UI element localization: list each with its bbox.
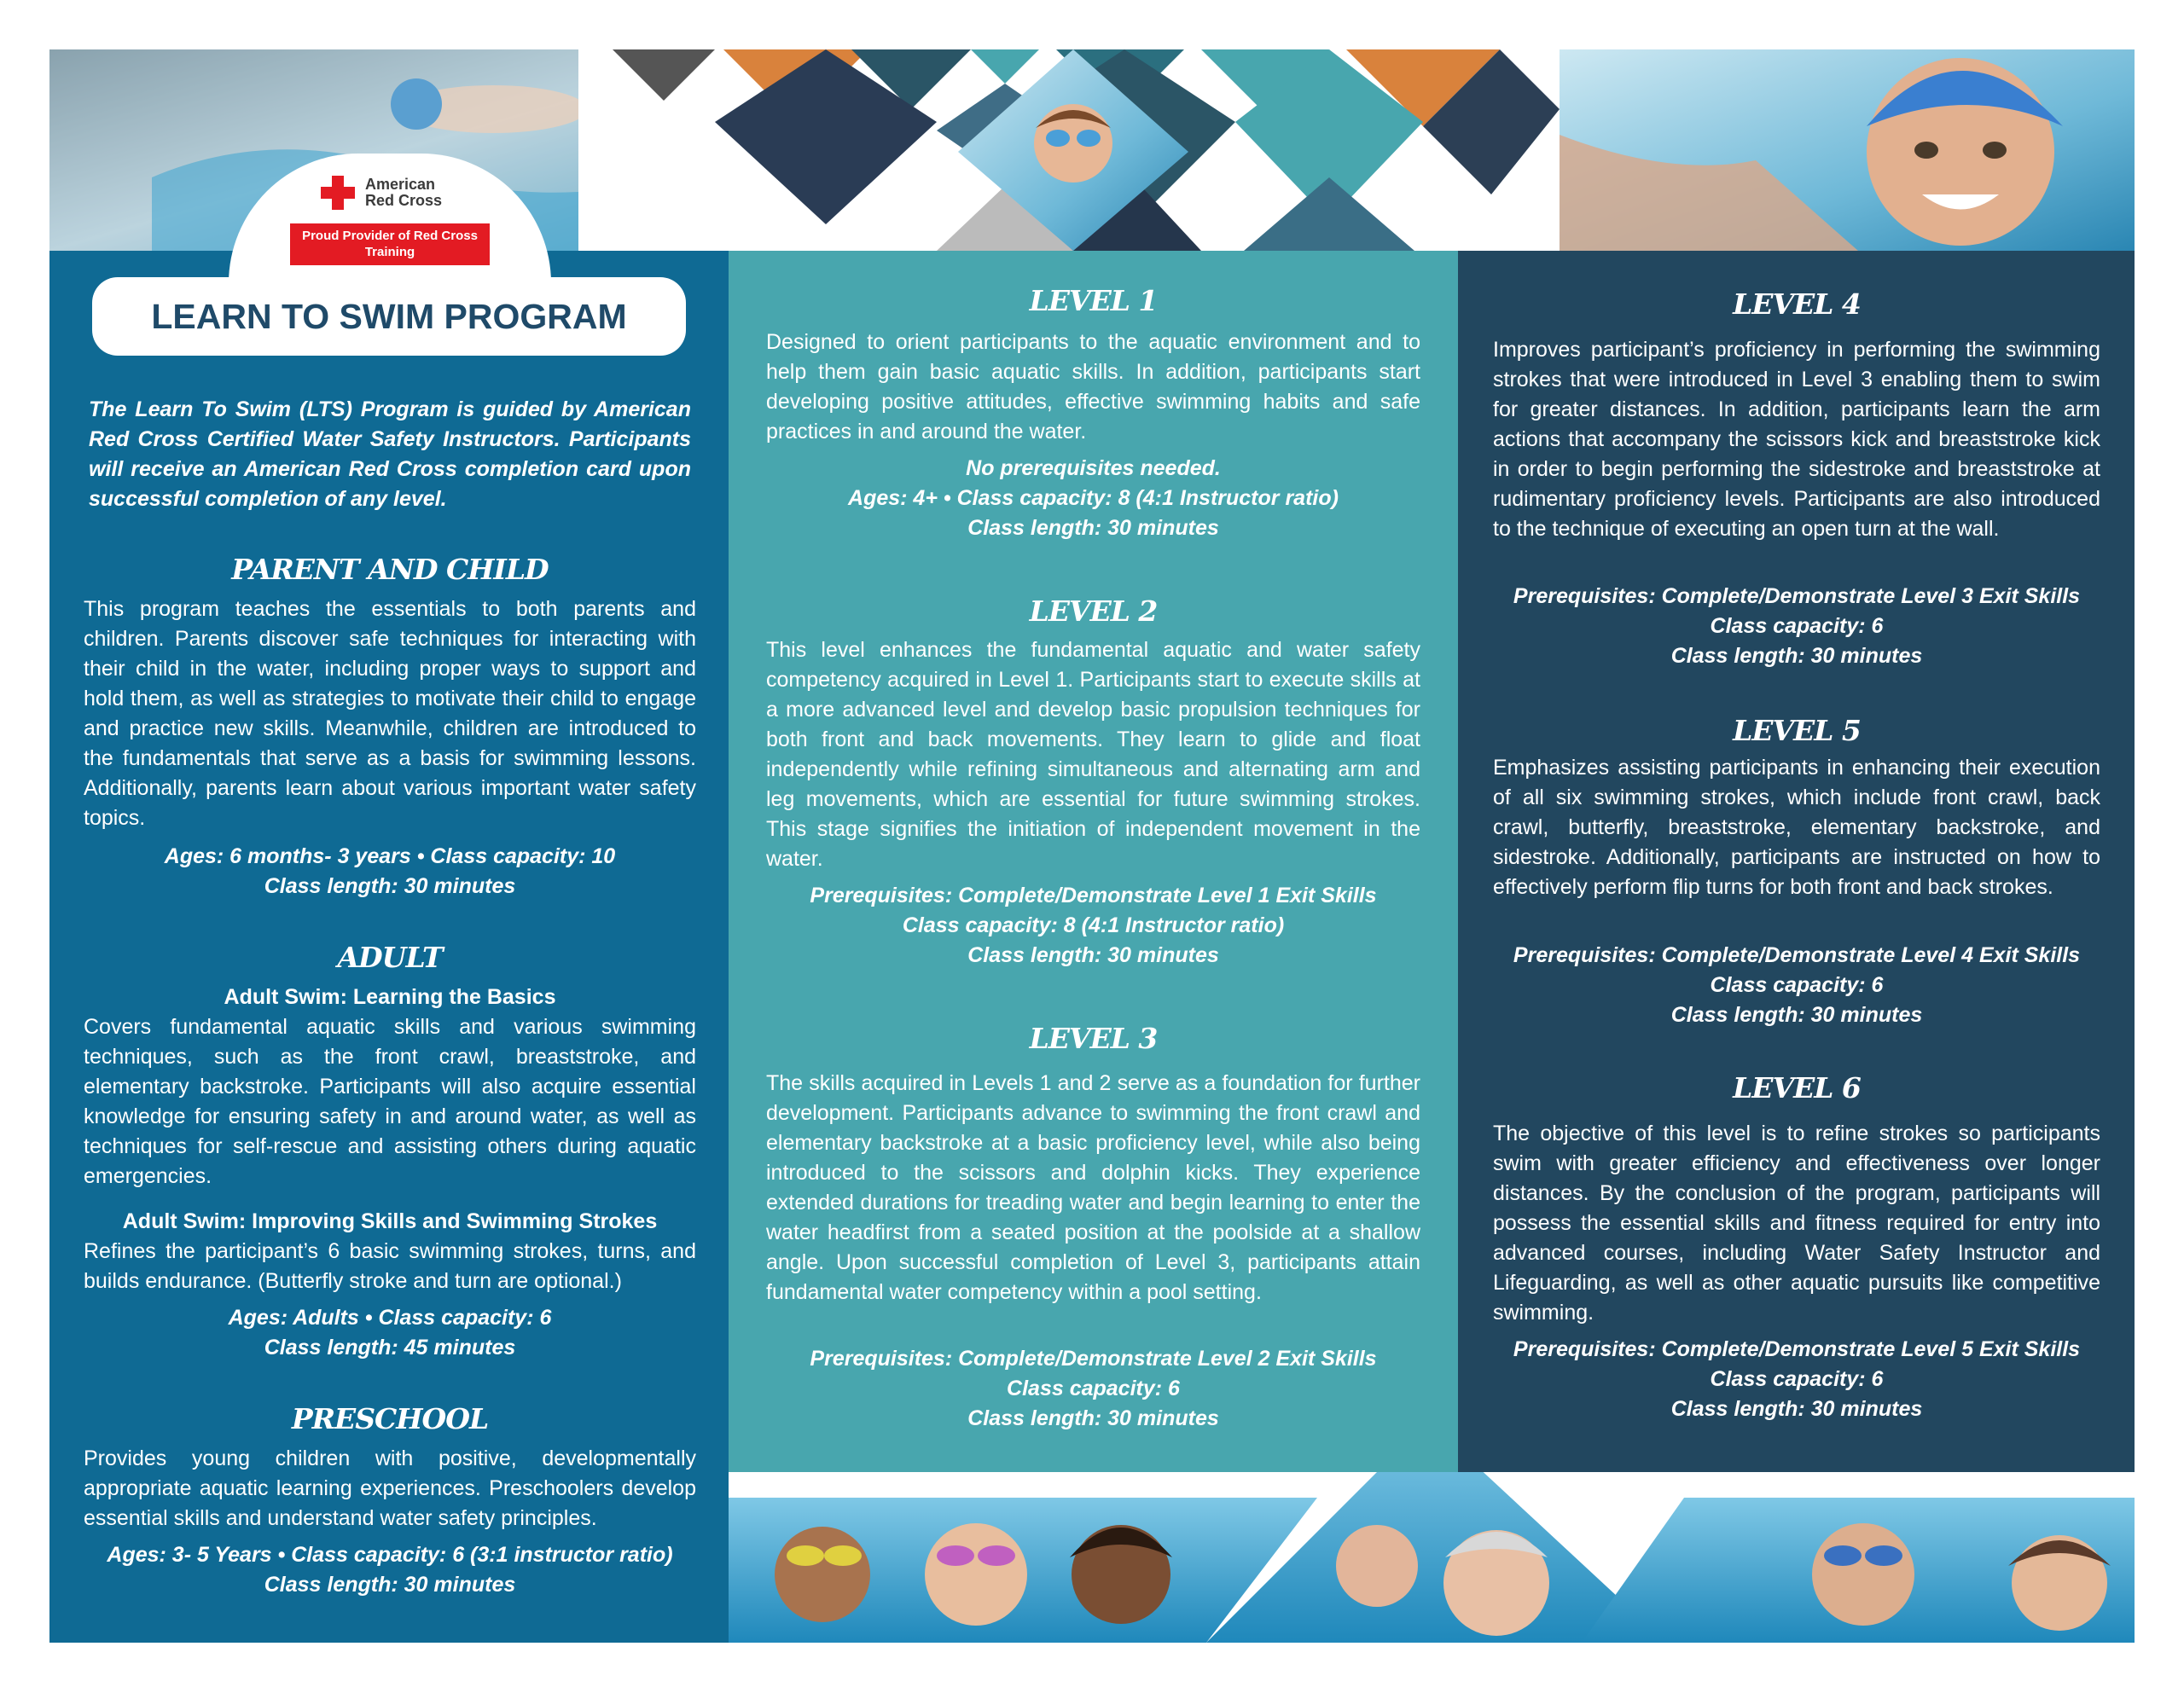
logo-tagline: Proud Provider of Red Cross Training bbox=[290, 223, 490, 265]
level-4-meta-capacity: Class capacity: 6 bbox=[1710, 614, 1884, 638]
adult-body-basics: Covers fundamental aquatic skills and various swimming techniques, such as the front crawl, breaststroke, and elementary backstroke. Participants will also acquire essential knowledge for ensuring safety in and around water, as well as techniques for self-rescue and assisting others during aquatic emergencies. bbox=[84, 1015, 696, 1188]
level-2-meta-length: Class length: 30 minutes bbox=[967, 943, 1219, 967]
level-6-heading: LEVEL 6 bbox=[1733, 1071, 1861, 1104]
parent-child-heading: PARENT AND CHILD bbox=[231, 553, 549, 586]
level-3-meta-length: Class length: 30 minutes bbox=[967, 1406, 1219, 1430]
level-6-meta-capacity: Class capacity: 6 bbox=[1710, 1367, 1884, 1391]
level-1-meta-prereq: No prerequisites needed. bbox=[966, 456, 1221, 480]
level-2-body: This level enhances the fundamental aquatic and water safety competency acquired in Level 1. Participants start to execute skills at a more advanced level and develop basic propulsion techniques for both front and back movements. They learn to glide and float independently while refining simultaneous and alternating arm and leg movements, which are essential for future swimming strokes. This stage signifies the initiation of independent movement in the water. bbox=[766, 638, 1420, 871]
page-title: LEARN TO SWIM PROGRAM bbox=[92, 277, 686, 356]
level-3-heading: LEVEL 3 bbox=[1029, 1022, 1158, 1055]
level-4-heading: LEVEL 4 bbox=[1733, 287, 1861, 321]
parent-child-body: This program teaches the essentials to both parents and children. Parents discover safe techniques for interacting with their child in the water, including proper ways to support and hold them, as well as strategies to motivate their child to engage and practice new skills. Meanwhile, children are introduced to the fundamentals that serve as a basis for swimming lessons. Additionally, parents learn about various important water safety topics. bbox=[84, 597, 696, 830]
adult-body-improving: Refines the participant’s 6 basic swimming strokes, turns, and builds endurance. (Butterfly stroke and turn are optional.) bbox=[84, 1239, 696, 1293]
level-6-meta-prereq: Prerequisites: Complete/Demonstrate Level 5 Exit Skills bbox=[1513, 1337, 2081, 1361]
level-4-meta-length: Class length: 30 minutes bbox=[1670, 644, 1923, 668]
level-6-meta-length: Class length: 30 minutes bbox=[1670, 1397, 1923, 1421]
level-2-meta-capacity: Class capacity: 8 (4:1 Instructor ratio) bbox=[902, 913, 1285, 937]
level-6-body: The objective of this level is to refine strokes so participants swim with greater efficiency and effectiveness over longer distances. By the conclusion of the program, participants will possess the essential skills and fitness required for entry into advanced courses, including Water Safety Instructor and Lifeguarding, as well as other aquatic pursuits like competitive swimming. bbox=[1493, 1122, 2100, 1325]
level-4-meta-prereq: Prerequisites: Complete/Demonstrate Level 3 Exit Skills bbox=[1513, 584, 2081, 608]
preschool-meta-length: Class length: 30 minutes bbox=[264, 1573, 516, 1597]
parent-child-meta-ages: Ages: 6 months- 3 years • Class capacity: 10 bbox=[164, 844, 616, 868]
adult-sub-improving: Adult Swim: Improving Skills and Swimming Strokes bbox=[122, 1209, 658, 1233]
level-3-meta-prereq: Prerequisites: Complete/Demonstrate Level 2 Exit Skills bbox=[810, 1347, 1377, 1371]
adult-heading: ADULT bbox=[337, 941, 443, 974]
level-3-body: The skills acquired in Levels 1 and 2 serve as a foundation for further development. Participants advance to swimming the front crawl and elementary backstroke at a basic proficiency level, while also being introduced to the scissors and dolphin kicks. They experience extended durations for treading water and begin learning to enter the water headfirst from a seated position at the poolside at a shallow angle. Upon successful completion of Level 3, participants attain fundamental water competency within a pool setting. bbox=[766, 1071, 1420, 1304]
level-2-heading: LEVEL 2 bbox=[1029, 594, 1158, 628]
level-4-body: Improves participant’s proficiency in performing the swimming strokes that were introduced in Level 3 enabling them to swim for greater distances. In addition, participants learn the arm actions that accompany the scissors kick and breaststroke kick in order to begin performing the sidestroke and breaststroke at rudimentary proficiency levels. Participants are also introduced to the technique of executing an open turn at the wall. bbox=[1493, 338, 2100, 541]
preschool-heading: PRESCHOOL bbox=[291, 1402, 489, 1435]
level-1-body: Designed to orient participants to the aquatic environment and to help them gain basic aquatic skills. In addition, participants start developing positive attitudes, effective swimming habits and safe practices in and around the water. bbox=[766, 330, 1420, 443]
level-1-meta-length: Class length: 30 minutes bbox=[967, 516, 1219, 540]
logo-name: American Red Cross bbox=[365, 176, 443, 209]
preschool-body: Provides young children with positive, developmentally appropriate aquatic learning experiences. Preschoolers develop essential skills and understand water safety principles. bbox=[84, 1446, 696, 1530]
parent-child-meta-length: Class length: 30 minutes bbox=[264, 874, 516, 898]
level-5-meta-capacity: Class capacity: 6 bbox=[1710, 973, 1884, 997]
level-5-heading: LEVEL 5 bbox=[1733, 714, 1861, 747]
level-5-meta-length: Class length: 30 minutes bbox=[1670, 1003, 1923, 1027]
level-1-meta-ages: Ages: 4+ • Class capacity: 8 (4:1 Instructor ratio) bbox=[848, 486, 1339, 510]
level-5-meta-prereq: Prerequisites: Complete/Demonstrate Level 4 Exit Skills bbox=[1513, 943, 2081, 967]
bottom-photo-strip bbox=[729, 1472, 2135, 1643]
bottom-collage bbox=[729, 1472, 2135, 1643]
level-5-body: Emphasizes assisting participants in enhancing their execution of all six swimming strokes, which include front crawl, back crawl, butterfly, breaststroke, elementary backstroke, and sidestroke. Additionally, participants are instructed on how to effectively perform flip turns for both front and back strokes. bbox=[1493, 756, 2100, 899]
adult-meta-ages: Ages: Adults • Class capacity: 6 bbox=[228, 1306, 552, 1330]
level-3-meta-capacity: Class capacity: 6 bbox=[1007, 1377, 1180, 1400]
adult-meta-length: Class length: 45 minutes bbox=[264, 1336, 516, 1359]
preschool-meta-ages: Ages: 3- 5 Years • Class capacity: 6 (3:1 instructor ratio) bbox=[107, 1543, 673, 1567]
level-2-meta-prereq: Prerequisites: Complete/Demonstrate Level 1 Exit Skills bbox=[810, 884, 1377, 907]
red-cross-icon bbox=[321, 176, 355, 210]
level-1-heading: LEVEL 1 bbox=[1029, 284, 1158, 317]
program-intro: The Learn To Swim (LTS) Program is guided by American Red Cross Certified Water Safety Instructors. Participants will receive an American Red Cross completion card upon successful completion of any level. bbox=[89, 397, 691, 511]
adult-sub-basics: Adult Swim: Learning the Basics bbox=[224, 985, 556, 1009]
